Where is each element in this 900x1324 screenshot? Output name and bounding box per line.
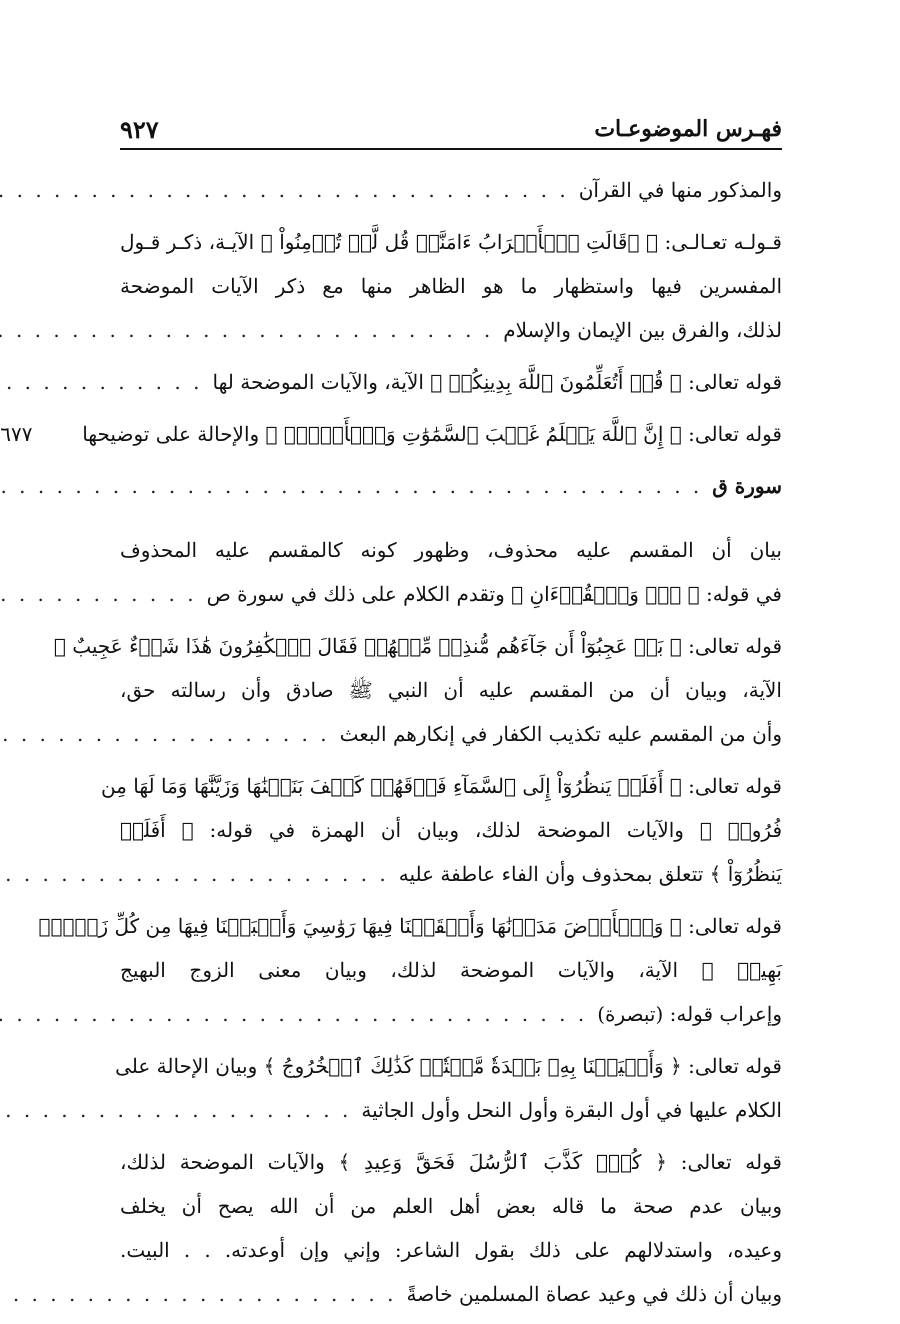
dot-leader [0,712,330,756]
entry-last-line [120,572,782,616]
page-reference: ٦٧٧ [0,422,33,446]
entry-last-line [120,1272,782,1316]
entry-text-line: بَهِيجٖ ﴾ الآية، والآيات الموضحة لذلك، وبيان معنى الزوج البهيج [120,958,782,982]
entry-text-line: قوله تعالى: ﴿ أَفَلَمۡ يَنظُرُوٓاْ إِلَى ٱلسَّمَآءِ فَوۡقَهُمۡ كَيۡفَ بَنَيۡنَٰهَا وَزَيَّنَّٰهَا وَمَا لَهَا مِن [100,774,782,798]
entry-text: في قوله: ﴿ قٓۚ وَٱلۡقُرۡءَانِ ﴾ وتقدم الكلام على ذلك في سورة ص [206,582,782,606]
toc-entries [0,168,783,1324]
toc-entry [100,764,783,896]
dot-leader [0,464,702,508]
entry-text: وأن من المقسم عليه تكذيب الكفار في إنكارهم البعث [339,722,782,746]
dot-leader [0,992,587,1036]
entry-text: قوله تعالى: ﴿ قُلۡ أَتُعَلِّمُونَ ٱللَّهَ بِدِينِكُمۡ ﴾ الآية، والآيات الموضحة لها [212,370,782,394]
page-header [120,108,782,150]
dot-leader [0,572,197,616]
entry-text-line: قوله تعالى: ﴿ بَلۡ عَجِبُوٓاْ أَن جَآءَهُم مُّنذِرٞ مِّنۡهُمۡ فَقَالَ ٱلۡكَٰفِرُونَ هَٰذَا شَيۡءٌ عَجِيبٌ ﴾ [53,634,782,658]
dot-leader [0,852,389,896]
entry-text-line: قوله تعالى: ﴿ كُلّٞ كَذَّبَ ٱلرُّسُلَ فَحَقَّ وَعِيدِ ﴾ والآيات الموضحة لذلك، [120,1150,782,1174]
entry-last-line [120,712,782,756]
entry-text: والمذكور منها في القرآن [578,178,782,202]
dot-leader [0,360,202,404]
entry-last-line [0,412,782,456]
entry-text-line: فُرُوجٖ ﴾ والآيات الموضحة لذلك، وبيان أن الهمزة في قوله: ﴿ أَفَلَمۡ [120,818,783,842]
toc-entry [120,168,782,212]
toc-entry [120,528,782,616]
toc-entry [120,360,782,404]
toc-entry [120,1140,782,1316]
entry-last-line [120,360,782,404]
entry-last-line [120,992,782,1036]
dot-leader [0,1088,351,1132]
header-title: فهـرس الموضوعـات [594,116,782,142]
dot-leader [0,168,569,212]
entry-last-line [120,1088,782,1132]
entry-last-line [120,464,782,508]
entry-text: يَنظُرُوٓاْ ﴾ تتعلق بمحذوف وأن الفاء عاطفة عليه [398,862,782,886]
entry-text-line: بيان أن المقسم عليه محذوف، وظهور كونه كالمقسم عليه المحذوف [120,538,782,562]
entry-text: وبيان أن ذلك في وعيد عصاة المسلمين خاصةً [406,1282,782,1306]
entry-text-line: قـولـه تعـالـى: ﴿ ۞قَالَتِ ٱلۡأَعۡرَابُ ءَامَنَّاۖ قُل لَّمۡ تُؤۡمِنُواْ ﴾ الآيـة، ذكـر قـول [120,230,782,254]
entry-last-line [120,852,782,896]
toc-entry [0,412,782,456]
toc-entry [53,624,782,756]
section-heading: سورة ق [712,474,782,498]
header-page-number: ٩٢٧ [120,115,159,144]
toc-entry [120,464,782,508]
entry-text-line: المفسرين فيها واستظهار ما هو الظاهر منها مع ذكر الآيات الموضحة [120,274,782,298]
toc-entry [38,904,782,1036]
dot-leader [0,1272,396,1316]
entry-text-line: وعيده، واستدلالهم على ذلك بقول الشاعر: وإني وإن أوعدته. . . البيت. [120,1238,782,1262]
entry-text: الكلام عليها في أول البقرة وأول النحل وأول الجاثية [361,1098,782,1122]
entry-text: لذلك، والفرق بين الإيمان والإسلام [503,318,782,342]
entry-text-line: قوله تعالى: ﴿ وَأَحۡيَيۡنَا بِهِۦ بَلۡدَةٗ مَّيۡتٗاۚ كَذَٰلِكَ ٱلۡخُرُوجُ ﴾ وبيان الإحالة على [115,1054,782,1078]
entry-text-line: وبيان عدم صحة ما قاله بعض أهل العلم من أن الله يصح أن يخلف [120,1194,782,1218]
entry-text-line: قوله تعالى: ﴿ وَٱلۡأَرۡضَ مَدَدۡنَٰهَا وَأَلۡقَيۡنَا فِيهَا رَوَٰسِيَ وَأَنۢبَتۡنَا فِيهَا مِن كُلِّ زَوۡجِۭ [38,914,782,938]
entry-last-line [120,168,782,212]
toc-entry [120,220,782,352]
entry-text: قوله تعالى: ﴿ إِنَّ ٱللَّهَ يَعۡلَمُ غَيۡبَ ٱلسَّمَٰوَٰتِ وَٱلۡأَرۡضِۚ ﴾ والإحالة على توضيحها [82,422,782,446]
toc-entry [115,1044,782,1132]
entry-last-line [120,308,782,352]
entry-text-line: الآية، وبيان أن من المقسم عليه أن النبي ﷺ صادق وأن رسالته حق، [120,678,782,702]
entry-text: وإعراب قوله: (تبصرة) [597,1002,782,1026]
dot-leader [0,308,493,352]
